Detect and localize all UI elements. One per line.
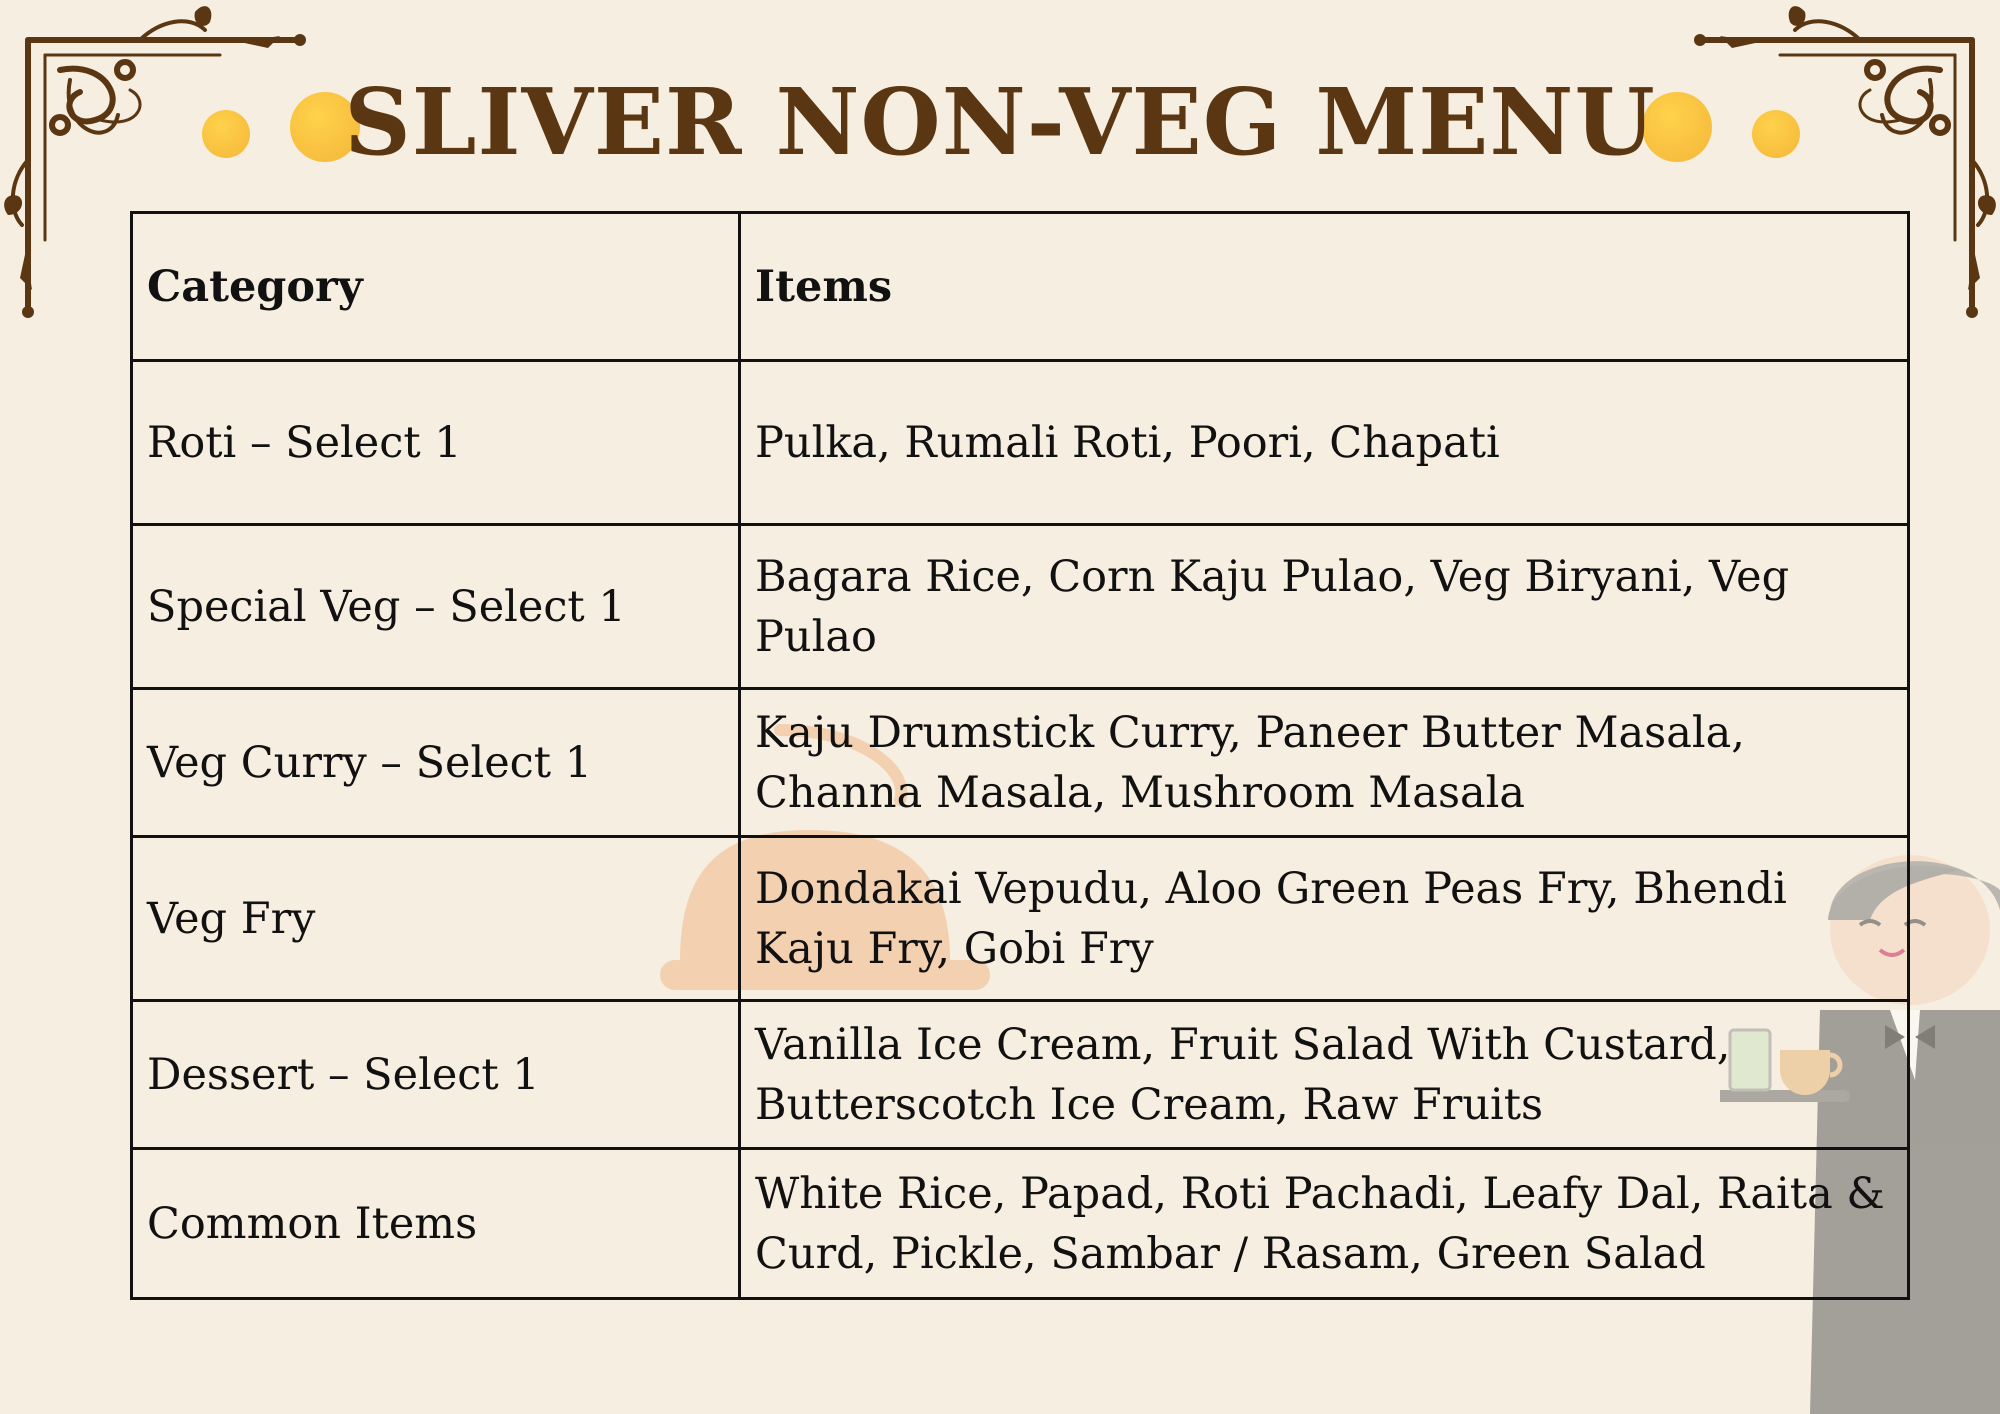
table-row [132, 525, 1909, 689]
category-cell: Special Veg – Select 1 [132, 525, 740, 689]
table-row [132, 1149, 1909, 1299]
menu-table [130, 211, 1910, 1300]
table-header-row [132, 213, 1909, 361]
header-items: Items [740, 213, 1909, 361]
items-cell: Bagara Rice, Corn Kaju Pulao, Veg Biryani, Veg Pulao [740, 525, 1909, 689]
category-cell: Dessert – Select 1 [132, 1001, 740, 1149]
category-cell: Veg Curry – Select 1 [132, 689, 740, 837]
category-cell: Common Items [132, 1149, 740, 1299]
items-cell: Vanilla Ice Cream, Fruit Salad With Custard, Butterscotch Ice Cream, Raw Fruits [740, 1001, 1909, 1149]
header-category: Category [132, 213, 740, 361]
category-cell: Roti – Select 1 [132, 361, 740, 525]
items-cell: Pulka, Rumali Roti, Poori, Chapati [740, 361, 1909, 525]
items-cell: Dondakai Vepudu, Aloo Green Peas Fry, Bhendi Kaju Fry, Gobi Fry [740, 837, 1909, 1001]
page-title: SLIVER NON-VEG MENU [344, 68, 1656, 176]
table-row [132, 689, 1909, 837]
table-row [132, 361, 1909, 525]
items-cell: White Rice, Papad, Roti Pachadi, Leafy Dal, Raita & Curd, Pickle, Sambar / Rasam, Green Salad [740, 1149, 1909, 1299]
table-row [132, 1001, 1909, 1149]
category-cell: Veg Fry [132, 837, 740, 1001]
table-row [132, 837, 1909, 1001]
items-cell: Kaju Drumstick Curry, Paneer Butter Masala, Channa Masala, Mushroom Masala [740, 689, 1909, 837]
